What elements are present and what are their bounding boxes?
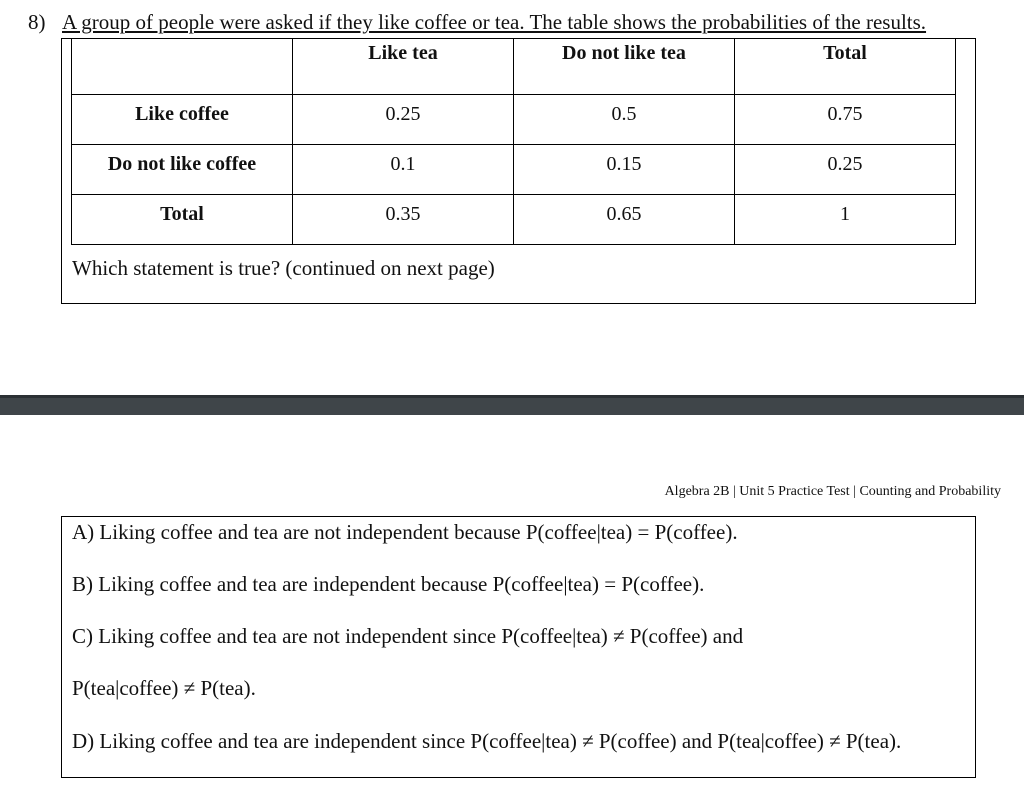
table-header-cell: Like tea — [293, 38, 514, 94]
question-prompt: Which statement is true? (continued on next page) — [72, 256, 495, 280]
table-cell: 0.35 — [293, 194, 514, 244]
table-row — [72, 94, 956, 144]
table-cell: 0.5 — [514, 94, 735, 144]
table-cell: 0.1 — [293, 144, 514, 194]
choice-c[interactable]: C) Liking coffee and tea are not independent since P(coffee|tea) ≠ P(coffee) and — [72, 624, 744, 648]
table-row — [72, 194, 956, 244]
choice-c-continued[interactable]: P(tea|coffee) ≠ P(tea). — [72, 676, 256, 700]
page-break-divider — [0, 395, 1024, 415]
table-cell: 0.25 — [293, 94, 514, 144]
table-row-header: Do not like coffee — [72, 144, 293, 194]
choice-d[interactable]: D) Liking coffee and tea are independent since P(coffee|tea) ≠ P(coffee) and P(tea|coffee) ≠ P(tea). — [72, 729, 902, 753]
table-header-cell — [72, 38, 293, 94]
table-row — [72, 144, 956, 194]
question-text: A group of people were asked if they like coffee or tea. The table shows the probabilities of the results. — [62, 10, 927, 34]
question-number: 8) — [28, 10, 46, 34]
page-header-note: Algebra 2B | Unit 5 Practice Test | Counting and Probability — [664, 484, 1001, 499]
table-header-row — [72, 38, 956, 94]
table-cell: 0.75 — [735, 94, 956, 144]
table-header-cell: Do not like tea — [514, 38, 735, 94]
table-header-cell: Total — [735, 38, 956, 94]
table-row-header: Like coffee — [72, 94, 293, 144]
choice-b[interactable]: B) Liking coffee and tea are independent because P(coffee|tea) = P(coffee). — [72, 572, 705, 596]
table-row-header: Total — [72, 194, 293, 244]
table-cell: 0.25 — [735, 144, 956, 194]
probability-table — [71, 38, 956, 245]
question-line — [28, 10, 926, 35]
choice-a[interactable]: A) Liking coffee and tea are not independent because P(coffee|tea) = P(coffee). — [72, 520, 738, 544]
table-cell: 0.15 — [514, 144, 735, 194]
table-cell: 0.65 — [514, 194, 735, 244]
table-cell: 1 — [735, 194, 956, 244]
